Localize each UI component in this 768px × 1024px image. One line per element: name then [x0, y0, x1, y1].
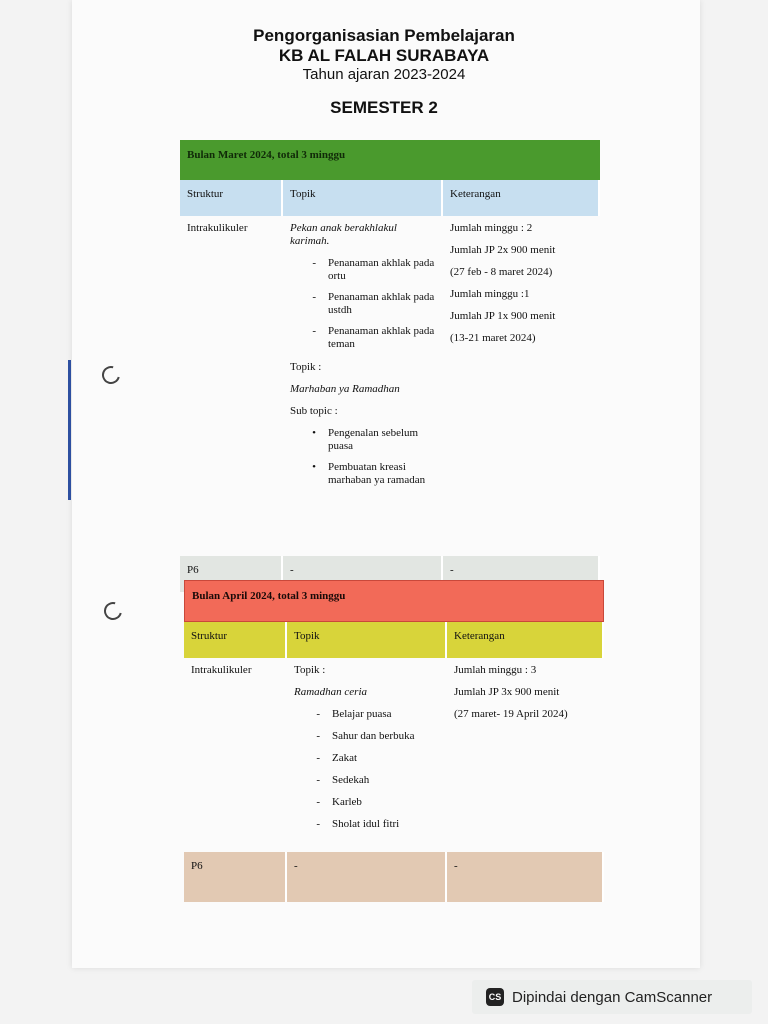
topik-name: Marhaban ya Ramadhan: [290, 383, 400, 395]
list-item: - Penanaman akhlak pada ustdh: [312, 291, 435, 316]
p6-struktur: P6: [180, 556, 283, 592]
list-item: - Karleb: [316, 796, 362, 808]
topik-list: [294, 708, 440, 831]
list-item: - Penanaman akhlak pada ortu: [312, 257, 435, 282]
camscanner-watermark: [472, 980, 752, 1014]
topik-cell: [283, 216, 443, 556]
list-item: • Pengenalan sebelum puasa: [312, 427, 419, 452]
keterangan-cell: [447, 658, 604, 852]
table-row: [180, 216, 600, 556]
struktur-cell: Intrakulikuler: [184, 658, 287, 852]
semester-heading: SEMESTER 2: [330, 98, 438, 117]
keterangan-cell: [443, 216, 600, 556]
cs-logo-icon: CS: [486, 988, 504, 1006]
topik-cell: [287, 658, 447, 852]
keterangan-line: Jumlah JP 3x 900 menit: [454, 686, 560, 698]
table-row: [184, 658, 604, 852]
header-topik: Topik: [287, 622, 447, 658]
header-topik: Topik: [283, 180, 443, 216]
topik-list: [290, 257, 436, 351]
p6-row: [184, 852, 604, 902]
list-item: - Belajar puasa: [316, 708, 392, 720]
list-item: - Zakat: [316, 752, 358, 764]
table-header-row: [184, 622, 604, 658]
subtopic-list: [290, 427, 436, 487]
list-item: - Sholat idul fitri: [316, 818, 400, 830]
april-table: [184, 580, 604, 902]
keterangan-line: (13-21 maret 2024): [450, 332, 536, 344]
school-name: KB AL FALAH SURABAYA: [278, 46, 490, 65]
p6-topik: -: [283, 556, 443, 592]
list-item: - Sahur dan berbuka: [316, 730, 415, 742]
header-keterangan: Keterangan: [447, 622, 604, 658]
p6-topik: -: [287, 852, 447, 902]
subtopic-label: Sub topic :: [290, 405, 338, 417]
topik-intro: Pekan anak berakhlakul karimah.: [290, 222, 397, 247]
keterangan-line: Jumlah JP 2x 900 menit: [450, 244, 556, 256]
table-title: Bulan Maret 2024, total 3 minggu: [180, 140, 600, 180]
p6-keterangan: -: [447, 852, 604, 902]
table-title: Bulan April 2024, total 3 minggu: [184, 580, 604, 622]
list-item: • Pembuatan kreasi marhaban ya ramadan: [312, 461, 426, 486]
topik-label: Topik :: [290, 361, 322, 373]
keterangan-line: Jumlah minggu : 2: [450, 222, 533, 234]
struktur-cell: Intrakulikuler: [180, 216, 283, 556]
page-edge-mark: [68, 360, 71, 500]
topik-name: Ramadhan ceria: [294, 686, 368, 698]
header-struktur: Struktur: [184, 622, 287, 658]
keterangan-line: (27 feb - 8 maret 2024): [450, 266, 553, 278]
watermark-text: Dipindai dengan CamScanner: [512, 988, 713, 1006]
p6-keterangan: -: [443, 556, 600, 592]
keterangan-line: (27 maret- 19 April 2024): [454, 708, 568, 720]
table-header-row: [180, 180, 600, 216]
list-item: - Sedekah: [316, 774, 370, 786]
list-item: - Penanaman akhlak pada teman: [312, 325, 435, 350]
topik-label: Topik :: [294, 664, 326, 676]
header-struktur: Struktur: [180, 180, 283, 216]
header-keterangan: Keterangan: [443, 180, 600, 216]
keterangan-line: Jumlah minggu :1: [450, 288, 530, 300]
document-title: Pengorganisasian Pembelajaran: [253, 26, 515, 45]
academic-year: Tahun ajaran 2023-2024: [302, 66, 466, 83]
keterangan-line: Jumlah minggu : 3: [454, 664, 537, 676]
keterangan-line: Jumlah JP 1x 900 menit: [450, 310, 556, 322]
march-table: [180, 140, 600, 592]
p6-struktur: P6: [184, 852, 287, 902]
